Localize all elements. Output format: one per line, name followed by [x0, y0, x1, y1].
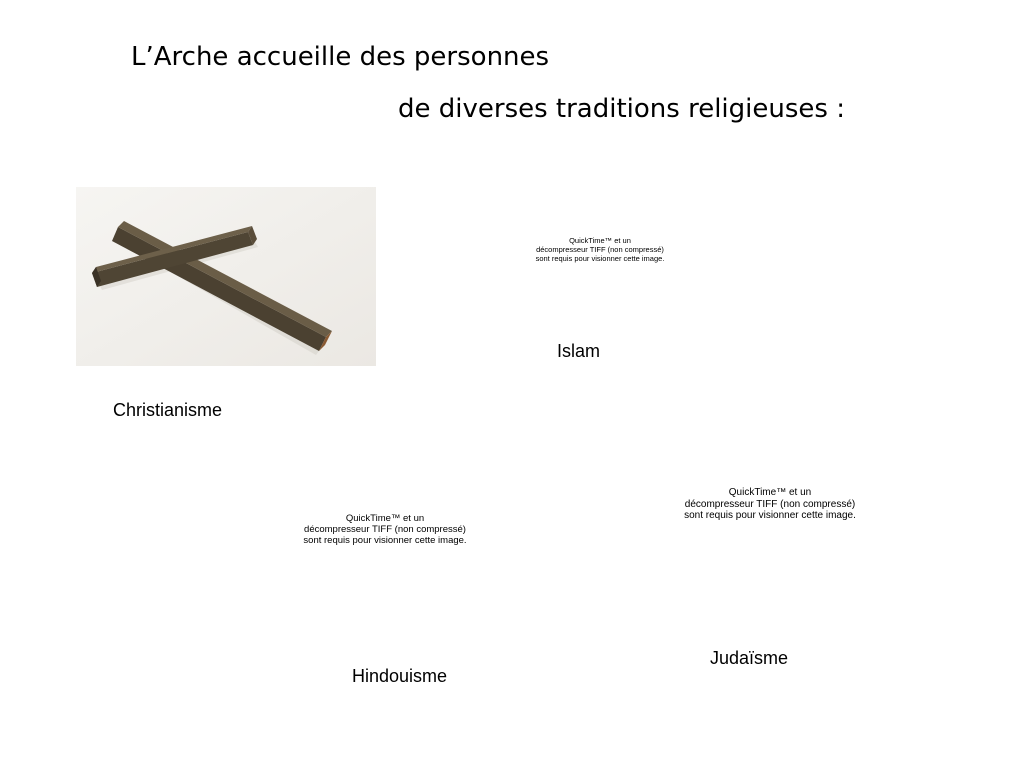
title-line-2: de diverses traditions religieuses : — [398, 94, 845, 124]
quicktime-notice-line-2: décompresseur TIFF (non compressé) — [304, 524, 466, 535]
caption-islam: Islam — [557, 341, 601, 361]
quicktime-notice-line-3: sont requis pour visionner cette image. — [684, 510, 856, 521]
quicktime-notice-line-3: sont requis pour visionner cette image. — [303, 535, 467, 546]
cross-image — [76, 187, 376, 366]
quicktime-placeholder-islam — [530, 236, 670, 263]
quicktime-notice-line-1: QuickTime™ et un — [569, 236, 631, 245]
caption-christianisme: Christianisme — [113, 400, 223, 420]
wooden-cross-icon — [76, 187, 376, 366]
quicktime-placeholder-judaisme — [674, 487, 866, 522]
title-line-1: L’Arche accueille des personnes — [131, 42, 550, 72]
quicktime-notice-line-1: QuickTime™ et un — [345, 513, 425, 524]
caption-hindouisme: Hindouisme — [352, 666, 448, 686]
quicktime-notice-line-2: décompresseur TIFF (non compressé) — [684, 498, 856, 510]
quicktime-notice-line-1: QuickTime™ et un — [728, 487, 812, 498]
quicktime-notice-line-2: décompresseur TIFF (non compressé) — [536, 245, 664, 254]
caption-judaisme: Judaïsme — [710, 648, 789, 668]
quicktime-placeholder-hindouisme — [293, 513, 477, 546]
quicktime-notice-line-3: sont requis pour visionner cette image. — [535, 254, 665, 263]
